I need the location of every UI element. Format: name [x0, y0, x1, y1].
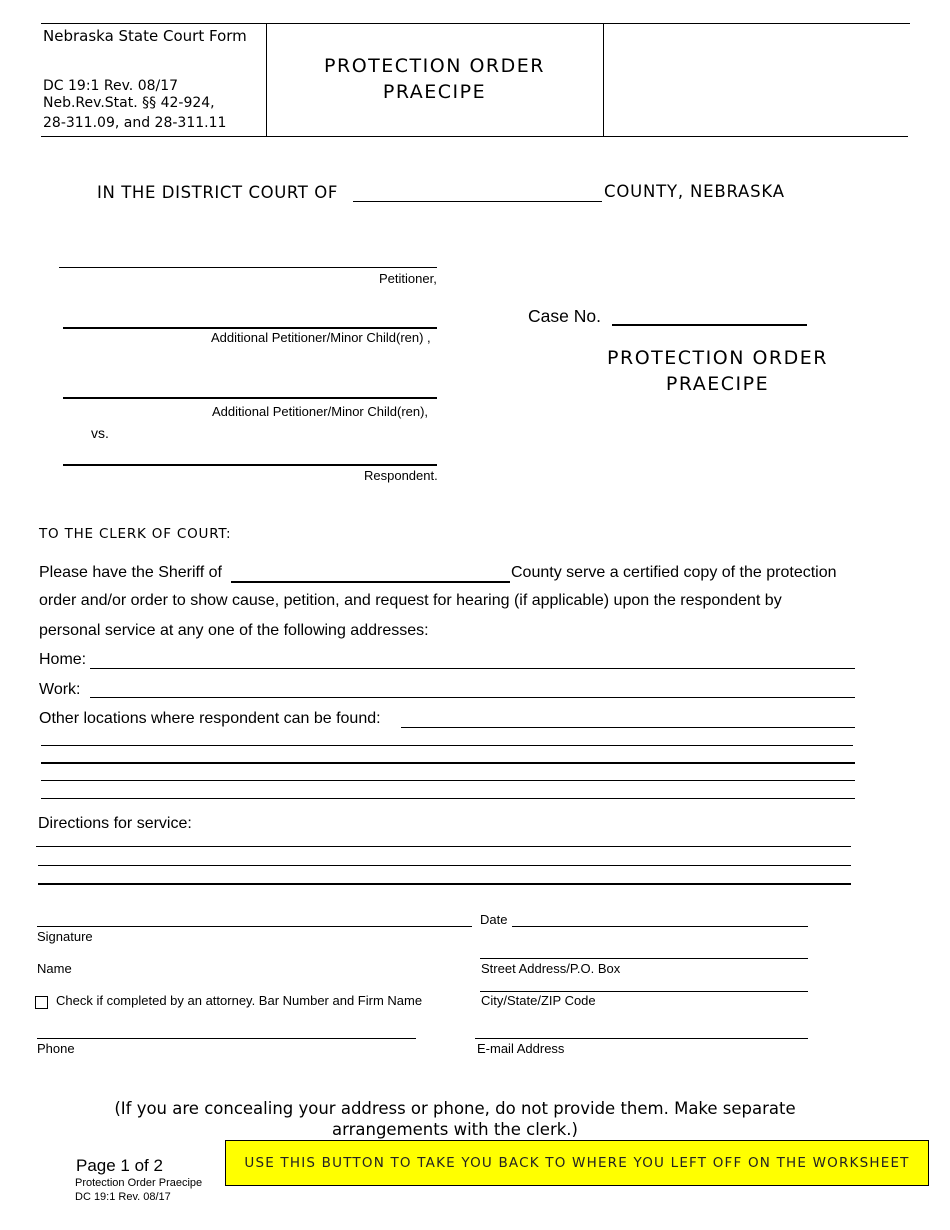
respondent-label: Respondent.: [364, 468, 438, 483]
county-field[interactable]: [353, 201, 602, 202]
header-top-rule: [41, 23, 910, 24]
name-label: Name: [37, 961, 72, 976]
sheriff-prefix: Please have the Sheriff of: [39, 564, 222, 581]
street-address-field[interactable]: [480, 958, 808, 959]
header-title-line1: PROTECTION ORDER: [324, 55, 545, 77]
vs-label: vs.: [91, 425, 109, 441]
other-locations-label: Other locations where respondent can be found:: [39, 710, 381, 727]
respondent-field[interactable]: [63, 464, 437, 466]
form-number: DC 19:1 Rev. 08/17: [43, 78, 179, 94]
attorney-checkbox[interactable]: [35, 996, 48, 1009]
to-clerk-heading: TO THE CLERK OF COURT:: [39, 526, 232, 542]
case-no-label: Case No.: [528, 306, 601, 326]
other-locations-field-5[interactable]: [41, 798, 855, 799]
city-state-zip-field[interactable]: [480, 991, 808, 992]
date-label: Date: [480, 912, 508, 927]
signature-field[interactable]: [37, 926, 472, 927]
caption-title-line2: PRAECIPE: [665, 373, 770, 395]
phone-label: Phone: [37, 1041, 75, 1056]
additional-petitioner-label-1: Additional Petitioner/Minor Child(ren) ,: [211, 330, 431, 345]
header-title-line2: PRAECIPE: [382, 81, 487, 103]
header-title: [267, 53, 602, 105]
body-line-2: order and/or order to show cause, petition, and request for hearing (if applicable) upon the respondent by: [39, 592, 782, 609]
other-locations-field-1[interactable]: [401, 727, 855, 728]
petitioner-field[interactable]: [59, 267, 437, 268]
caption-title-line1: PROTECTION ORDER: [607, 347, 828, 369]
header-bottom-rule: [41, 136, 908, 137]
other-locations-field-3[interactable]: [41, 762, 855, 764]
court-suffix: COUNTY, NEBRASKA: [604, 182, 785, 201]
court-prefix: IN THE DISTRICT COURT OF: [97, 183, 338, 202]
additional-petitioner-field-1[interactable]: [63, 327, 437, 329]
sheriff-county-field[interactable]: [231, 581, 510, 583]
directions-field-2[interactable]: [38, 865, 851, 866]
directions-label: Directions for service:: [38, 815, 192, 832]
statute-line-1: Neb.Rev.Stat. §§ 42-924,: [43, 95, 215, 111]
petitioner-label: Petitioner,: [379, 271, 437, 286]
concealment-notice-line2: arrangements with the clerk.): [332, 1120, 578, 1139]
street-address-label: Street Address/P.O. Box: [481, 961, 621, 976]
sheriff-suffix: County serve a certified copy of the protection: [511, 564, 837, 581]
header-divider-right: [603, 23, 604, 136]
caption-title: [585, 345, 850, 397]
concealment-notice-line1: (If you are concealing your address or phone, do not provide them. Make separate: [114, 1099, 796, 1118]
additional-petitioner-field-2[interactable]: [63, 397, 437, 399]
attorney-check-label: Check if completed by an attorney. Bar Number and Firm Name: [56, 993, 423, 1008]
footer-form-rev: DC 19:1 Rev. 08/17: [75, 1191, 171, 1203]
directions-field-3[interactable]: [38, 883, 851, 885]
directions-field-1[interactable]: [36, 846, 851, 847]
date-field[interactable]: [512, 926, 808, 927]
home-label: Home:: [39, 651, 87, 668]
work-label: Work:: [39, 681, 81, 698]
signature-label: Signature: [37, 929, 93, 944]
work-address-field[interactable]: [90, 697, 855, 698]
page-number: Page 1 of 2: [76, 1156, 163, 1175]
form-label: Nebraska State Court Form: [43, 27, 247, 45]
home-address-field[interactable]: [90, 668, 855, 669]
email-label: E-mail Address: [477, 1041, 565, 1056]
city-state-zip-label: City/State/ZIP Code: [481, 993, 596, 1008]
footer-form-name: Protection Order Praecipe: [75, 1177, 203, 1189]
concealment-notice: [40, 1098, 870, 1140]
statute-line-2: 28-311.09, and 28-311.11: [43, 115, 227, 131]
body-line-3: personal service at any one of the following addresses:: [39, 622, 429, 639]
other-locations-field-2[interactable]: [41, 745, 853, 746]
email-field[interactable]: [475, 1038, 808, 1039]
additional-petitioner-label-2: Additional Petitioner/Minor Child(ren),: [212, 404, 429, 419]
return-to-worksheet-button[interactable]: USE THIS BUTTON TO TAKE YOU BACK TO WHERE YOU LEFT OFF ON THE WORKSHEET: [225, 1140, 929, 1186]
phone-field[interactable]: [37, 1038, 416, 1039]
other-locations-field-4[interactable]: [41, 780, 855, 781]
case-no-field[interactable]: [612, 324, 807, 326]
